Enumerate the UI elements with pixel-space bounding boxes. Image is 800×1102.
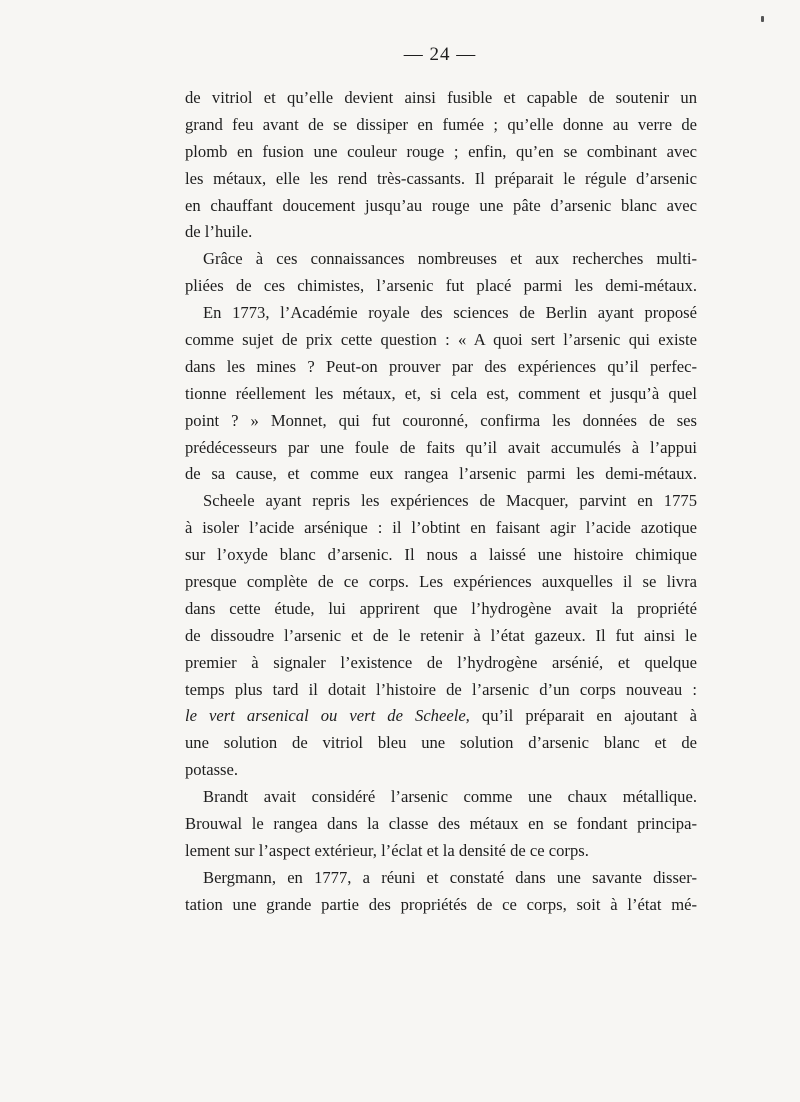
text-line: de sa cause, et comme eux rangea l’arsenic parmi les demi-métaux.: [185, 464, 697, 484]
text-line: potasse.: [185, 760, 238, 780]
text-line: tation une grande partie des propriétés de ce corps, soit à l’état mé-: [185, 894, 697, 914]
body-text: [185, 85, 697, 919]
text-line: Bergmann, en 1777, a réuni et constaté dans une savante disser-: [203, 867, 697, 887]
text-line: de l’huile.: [185, 222, 253, 242]
text-line: de vitriol et qu’elle devient ainsi fusible et capable de soutenir un: [185, 88, 697, 107]
text-line: sur l’oxyde blanc d’arsenic. Il nous a laissé une histoire chimique: [185, 545, 697, 565]
text-line: comme sujet de prix cette question : « A quoi sert l’arsenic qui existe: [185, 330, 697, 350]
text-line: à isoler l’acide arsénique : il l’obtint en faisant agir l’acide azotique: [185, 518, 697, 538]
text-line: grand feu avant de se dissiper en fumée ; qu’elle donne au verre de: [185, 114, 697, 134]
text-line: une solution de vitriol bleu une solution d’arsenic blanc et de: [185, 733, 697, 753]
text-line: Brandt avait considéré l’arsenic comme une chaux métallique.: [203, 787, 697, 807]
text-line: plomb en fusion une couleur rouge ; enfin, qu’en se combinant avec: [185, 141, 697, 161]
text-line: les métaux, elle les rend très-cassants. Il préparait le régule d’arsenic: [185, 168, 697, 188]
italic-phrase: le vert arsenical ou vert de Scheele,: [185, 706, 470, 726]
text-line: presque complète de ce corps. Les expériences auxquelles il se livra: [185, 572, 697, 592]
text-line: point ? » Monnet, qui fut couronné, confirma les données de ses: [185, 410, 697, 430]
text-line: prédécesseurs par une foule de faits qu’il avait accumulés à l’appui: [185, 437, 697, 457]
text-line: Brouwal le rangea dans la classe des métaux en se fondant principa-: [185, 814, 697, 834]
text-line: pliées de ces chimistes, l’arsenic fut placé parmi les demi-métaux.: [185, 276, 697, 296]
page-number: — 24 —: [403, 44, 477, 65]
text-line-with-italic: le vert arsenical ou vert de Scheele, qu’il préparait en ajoutant à: [185, 706, 697, 726]
text-line: dans cette étude, lui apprirent que l’hydrogène avait la propriété: [185, 598, 697, 618]
text-line: lement sur l’aspect extérieur, l’éclat et la densité de ce corps.: [185, 840, 589, 860]
text-line: de dissoudre l’arsenic et de le retenir à l’état gazeux. Il fut ainsi le: [185, 625, 697, 645]
text-line: dans les mines ? Peut-on prouver par des expériences qu’il perfec-: [185, 356, 697, 376]
text-line: Scheele ayant repris les expériences de Macquer, parvint en 1775: [203, 491, 697, 511]
text-line: premier à signaler l’existence de l’hydrogène arsénié, et quelque: [185, 652, 697, 672]
text-line: en chauffant doucement jusqu’au rouge une pâte d’arsenic blanc avec: [185, 195, 697, 215]
text-line: Grâce à ces connaissances nombreuses et aux recherches multi-: [203, 249, 697, 269]
text-line: En 1773, l’Académie royale des sciences de Berlin ayant proposé: [203, 303, 697, 323]
margin-mark: [761, 16, 764, 22]
text-line: temps plus tard il dotait l’histoire de l’arsenic d’un corps nouveau :: [185, 679, 697, 699]
text-line: tionne réellement les métaux, et, si cela est, comment et jusqu’à quel: [185, 383, 697, 403]
